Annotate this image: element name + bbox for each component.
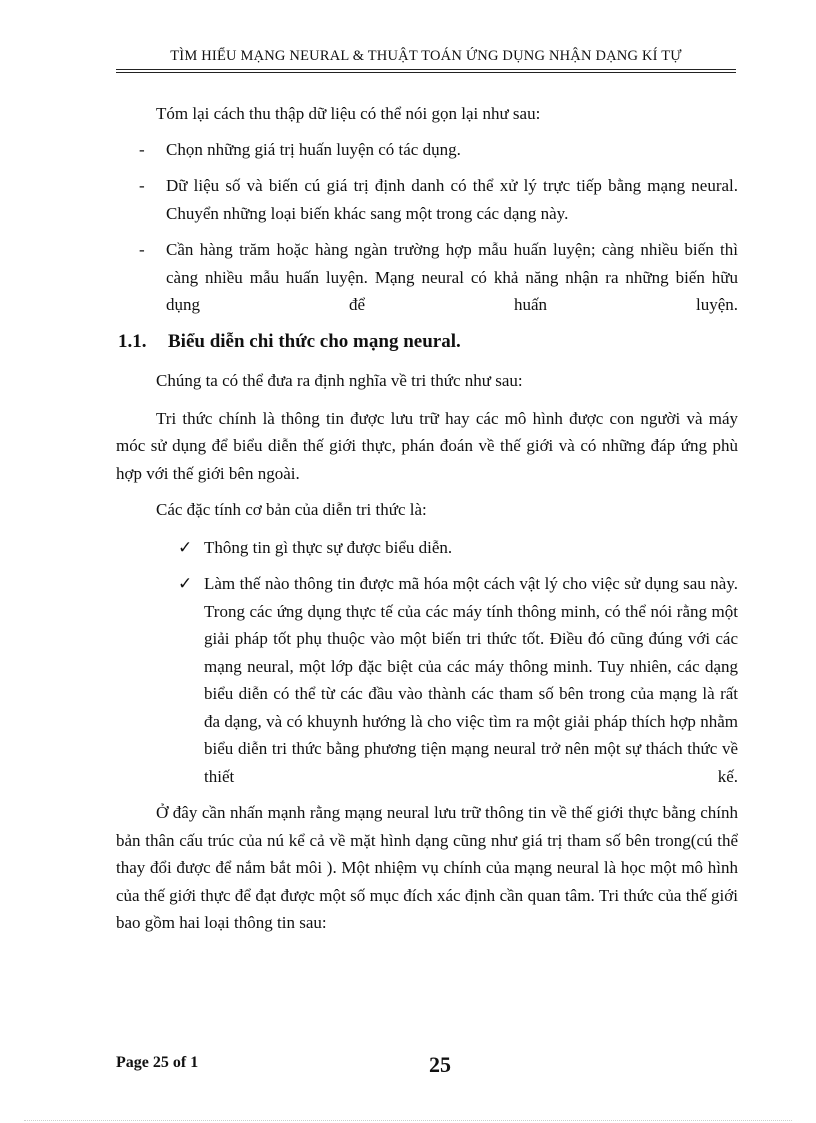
checklist-item: [116, 570, 738, 790]
dash-bullet: -: [139, 240, 145, 259]
list-item: [116, 236, 738, 319]
list-item-text: Chọn những giá trị huấn luyện có tác dụng.: [166, 139, 461, 159]
section-title: Biểu diễn chi thức cho mạng neural.: [168, 330, 461, 352]
page-body: [116, 100, 738, 946]
page-bottom-divider: [24, 1120, 792, 1121]
header-rule-top: [116, 69, 736, 70]
dash-bullet: -: [139, 139, 145, 159]
header-rule-bottom: [116, 72, 736, 73]
checkmark-icon: ✓: [178, 537, 193, 557]
list-item: [116, 172, 738, 227]
intro-paragraph: Tóm lại cách thu thập dữ liệu có thể nói gọn lại như sau:: [156, 104, 541, 123]
checklist-item-text: Thông tin gì thực sự được biểu diễn.: [204, 537, 453, 557]
footer-page-label: Page 25 of 1: [116, 1054, 199, 1071]
dash-bullet: -: [139, 176, 145, 195]
paragraph: Ở đây cần nhấn mạnh rằng mạng neural lưu trữ thông tin về thế giới thực bằng chính bản thân cấu trúc của nú kể cả về mặt hình dạng cũng như giá trị tham số bên trong(cú thể thay đổi được để nắm bắt môi ). Một nhiệm vụ chính của mạng neural là học một mô hình của thế giới thực để đạt được một số mục đích xác định cần quan tâm. Tri thức của thế giới bao gồm hai loại thông tin sau:: [116, 803, 738, 932]
paragraph: Chúng ta có thể đưa ra định nghĩa về tri thức như sau:: [156, 371, 523, 390]
footer-page-number: 25: [429, 1052, 451, 1077]
checklist-item: [116, 534, 738, 562]
checkmark-icon: ✓: [178, 574, 193, 593]
list-item: [116, 136, 738, 164]
section-number: 1.1.: [118, 330, 147, 352]
paragraph: Các đặc tính cơ bản của diễn tri thức là:: [156, 500, 427, 519]
list-item-text: Dữ liệu số và biến cú giá trị định danh có thể xử lý trực tiếp bằng mạng neural. Chuyển những loại biến khác sang một trong các dạng này.: [166, 176, 738, 223]
running-header: TÌM HIỂU MẠNG NEURAL & THUẬT TOÁN ỨNG DỤNG NHẬN DẠNG KÍ TỰ: [170, 48, 682, 64]
section-heading: [118, 328, 738, 356]
checklist-item-text: Làm thế nào thông tin được mã hóa một cách vật lý cho việc sử dụng sau này. Trong các ứng dụng thực tế của các máy tính thông minh, có thể nói rằng một giải pháp tốt phụ thuộc vào một biến tri thức tốt. Điều đó cũng đúng với các mạng neural, một lớp đặc biệt của các máy thông minh. Tuy nhiên, các dạng biểu diễn có thể từ các đầu vào thành các tham số bên trong của mạng là rất đa dạng, và có khuynh hướng là cho việc tìm ra một giải pháp thích hợp nhằm biểu diễn tri thức bằng phương tiện mạng neural trở nên một sự thách thức về thiết kế.: [204, 574, 738, 786]
list-item-text: Cần hàng trăm hoặc hàng ngàn trường hợp mẫu huấn luyện; càng nhiều biến thì càng nhiều mẫu huấn luyện. Mạng neural có khả năng nhận ra những biến hữu dụng để huấn luyện.: [166, 240, 738, 314]
paragraph: Tri thức chính là thông tin được lưu trữ hay các mô hình được con người và máy móc sử dụng để biểu diễn thế giới thực, phán đoán về thế giới và có những đáp ứng phù hợp với thế giới bên ngoài.: [116, 408, 738, 483]
